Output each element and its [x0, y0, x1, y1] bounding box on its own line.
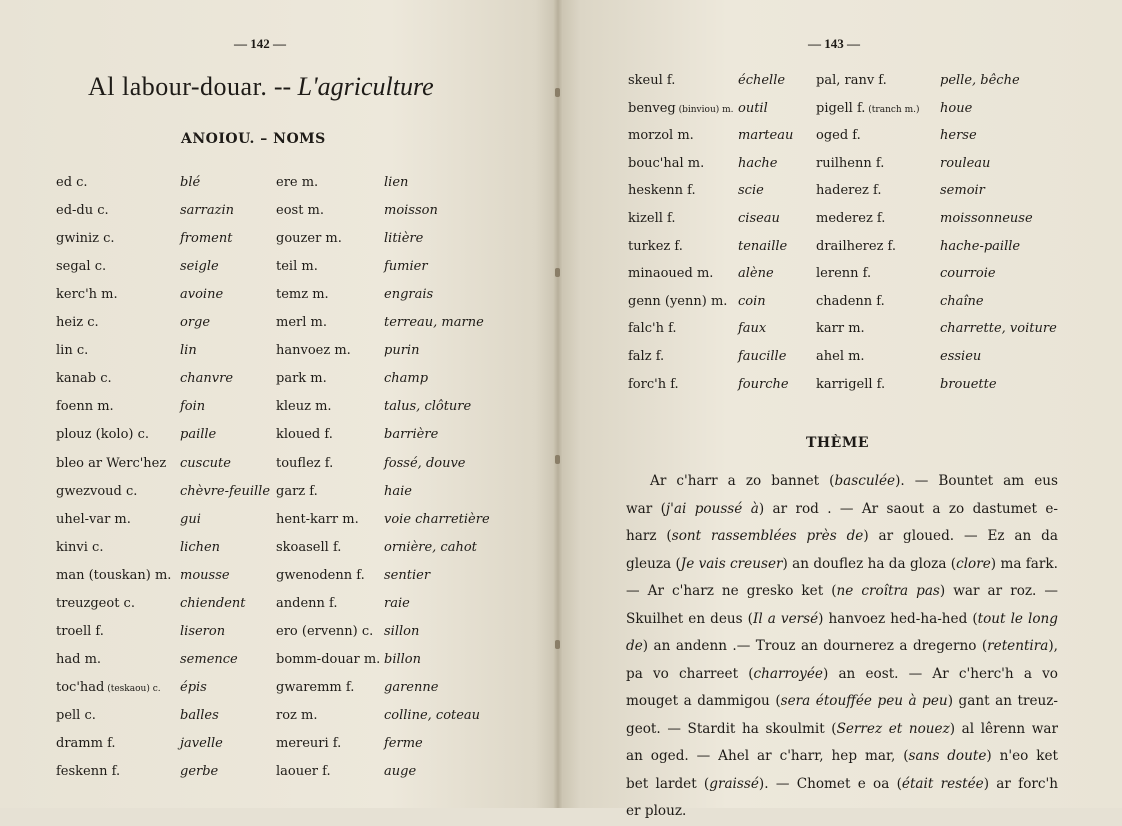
french-translation: avoine	[180, 287, 224, 303]
breton-term: skeul f.	[628, 73, 676, 88]
breton-term: hent-karr m.	[276, 511, 359, 527]
breton-term: kerc'h m.	[56, 287, 118, 303]
theme-breton-text: harz (	[626, 528, 672, 544]
breton-term: chadenn f.	[816, 293, 885, 309]
theme-line	[626, 688, 1058, 716]
breton-term: ed-du c.	[56, 203, 109, 219]
breton-term: ruilhenn f.	[816, 155, 885, 171]
french-translation: seigle	[180, 259, 219, 275]
theme-french-gloss: sont rassemblées près de	[671, 528, 864, 544]
theme-line	[626, 716, 1058, 744]
theme-french-gloss: ne croîtra pas	[836, 583, 940, 599]
theme-french-gloss: Je vais creuser	[680, 555, 783, 572]
french-translation: alène	[738, 266, 774, 282]
theme-breton-text: Skuilhet en deus (	[626, 610, 753, 627]
french-translation: colline, coteau	[384, 707, 481, 723]
french-translation: chiendent	[180, 595, 246, 611]
french-translation: billon	[384, 651, 421, 667]
breton-term: bomm-douar m.	[276, 651, 381, 667]
french-translation: lien	[384, 175, 409, 190]
binding-stitch	[555, 640, 560, 649]
french-translation: terreau, marne	[384, 315, 484, 331]
theme-french-gloss: tout le long	[977, 610, 1058, 627]
theme-breton-text: ). — Bountet am eus	[895, 473, 1058, 489]
binding-stitch	[555, 88, 560, 97]
french-translation: moissonneuse	[940, 211, 1033, 226]
french-translation: garenne	[384, 679, 439, 695]
breton-term: teil m.	[276, 259, 318, 275]
theme-breton-text: ) an andenn .— Trouz an dournerez a dregerno (	[642, 638, 988, 654]
breton-term: heskenn f.	[628, 183, 696, 199]
nouns-subheading: ANOIOU. – NOMS	[181, 131, 326, 147]
breton-term: toc'had (teskaou) c.	[56, 679, 161, 695]
theme-french-gloss: graissé	[709, 775, 759, 792]
breton-term: gwaremm f.	[276, 679, 355, 695]
breton-term: kanab c.	[56, 371, 112, 387]
french-translation: champ	[384, 371, 429, 387]
breton-term: ed c.	[56, 175, 88, 190]
theme-french-gloss: basculée	[834, 473, 896, 489]
breton-term: bouc'hal m.	[628, 155, 705, 171]
theme-line	[626, 661, 1058, 689]
breton-term: eost m.	[276, 203, 325, 219]
plural-note: (tranch m.)	[865, 104, 920, 115]
french-translation: engrais	[384, 287, 434, 303]
theme-breton-text: war (	[626, 500, 666, 517]
breton-term: benveg (binviou) m.	[628, 100, 734, 116]
french-translation: froment	[180, 231, 233, 247]
french-translation: fumier	[384, 259, 428, 275]
theme-breton-text: gleuza (	[626, 555, 681, 572]
theme-breton-text: geot. — Stardit ha skoulmit (	[626, 720, 837, 737]
french-translation: hache-paille	[940, 238, 1021, 254]
french-translation: purin	[384, 343, 420, 359]
theme-breton-text: er plouz.	[626, 803, 687, 819]
theme-breton-text: ) ma fark.	[990, 555, 1058, 572]
theme-french-gloss: retentira	[987, 638, 1049, 654]
theme-breton-text: mouget a dammigou (	[626, 693, 781, 709]
breton-term: drailherez f.	[816, 238, 897, 254]
breton-term: temz m.	[276, 287, 329, 303]
theme-line	[626, 606, 1058, 634]
breton-term: laouer f.	[276, 764, 331, 780]
title-separator: --	[273, 72, 292, 101]
french-translation: fourche	[738, 376, 789, 392]
breton-term: pell c.	[56, 707, 96, 723]
french-translation: lin	[180, 343, 197, 359]
french-translation: ferme	[384, 736, 423, 751]
french-translation: semence	[180, 651, 238, 667]
breton-term: man (touskan) m.	[56, 567, 172, 583]
theme-breton-text: pa vo charreet (	[626, 665, 754, 682]
breton-term: andenn f.	[276, 595, 338, 611]
breton-term: pal, ranv f.	[816, 73, 887, 88]
french-translation: liseron	[180, 623, 226, 639]
binding-stitch	[555, 268, 560, 277]
theme-line	[626, 743, 1058, 771]
breton-term: forc'h f.	[628, 376, 679, 392]
theme-french-gloss: Il a versé	[753, 610, 819, 627]
french-translation: hache	[738, 155, 778, 171]
theme-breton-text: ) n'eo ket	[986, 748, 1059, 764]
breton-term: plouz (kolo) c.	[56, 427, 150, 443]
french-translation: gerbe	[180, 764, 219, 780]
breton-term: kizell f.	[628, 211, 676, 226]
breton-term: pigell f. (tranch m.)	[816, 100, 920, 116]
breton-term: bleo ar Werc'hez	[56, 455, 167, 471]
theme-french-gloss: de	[626, 638, 643, 654]
french-translation: gui	[180, 511, 201, 527]
french-translation: courroie	[940, 266, 996, 282]
theme-breton-text: ) al lêrenn war	[949, 720, 1058, 737]
french-translation: chaîne	[940, 293, 984, 309]
breton-term: kinvi c.	[56, 539, 104, 555]
french-translation: outil	[738, 100, 768, 116]
theme-breton-text: ) an eost. — Ar c'herc'h a vo	[822, 665, 1058, 682]
french-translation: talus, clôture	[384, 399, 472, 415]
breton-term: heiz c.	[56, 315, 99, 331]
french-translation: ornière, cahot	[384, 539, 477, 555]
breton-term: gwenodenn f.	[276, 567, 365, 583]
french-translation: foin	[180, 399, 206, 415]
left-page-number: — 142 —	[234, 36, 286, 51]
theme-french-gloss: sans doute	[908, 748, 987, 764]
theme-breton-text: ). — Chomet e oa (	[758, 775, 902, 792]
french-translation: moisson	[384, 203, 438, 219]
french-translation: voie charretière	[384, 511, 490, 527]
breton-term: ahel m.	[816, 349, 865, 364]
breton-term: gouzer m.	[276, 231, 342, 247]
theme-french-gloss: j'ai poussé à	[665, 500, 759, 517]
french-translation: charrette, voiture	[940, 321, 1057, 337]
theme-breton-text: ) hanvoez hed-ha-hed (	[818, 610, 978, 627]
theme-breton-text: bet lardet (	[626, 775, 710, 792]
theme-line	[626, 798, 1058, 826]
breton-term: ere m.	[276, 175, 319, 190]
french-translation: faux	[738, 321, 767, 337]
breton-term: uhel-var m.	[56, 511, 131, 527]
theme-breton-text: — Ar c'harz ne gresko ket (	[626, 583, 837, 599]
breton-term: park m.	[276, 371, 327, 387]
french-translation: tenaille	[738, 238, 788, 254]
right-page	[558, 0, 1122, 819]
breton-term: had m.	[56, 651, 102, 667]
theme-french-gloss: charroyée	[753, 665, 823, 682]
breton-term: feskenn f.	[56, 764, 121, 780]
breton-term: hanvoez m.	[276, 343, 351, 359]
breton-term: gwiniz c.	[56, 231, 115, 247]
theme-line	[626, 771, 1058, 799]
french-translation: échelle	[738, 73, 786, 88]
french-translation: essieu	[940, 349, 982, 364]
french-translation: chanvre	[180, 371, 234, 387]
title-french: L'agriculture	[297, 72, 434, 101]
french-translation: brouette	[940, 376, 997, 392]
breton-term: haderez f.	[816, 183, 882, 199]
breton-term: garz f.	[276, 483, 318, 499]
french-translation: herse	[940, 128, 977, 144]
french-translation: auge	[384, 764, 417, 780]
breton-term: treuzgeot c.	[56, 595, 135, 611]
french-translation: sarrazin	[180, 203, 234, 219]
theme-french-gloss: clore	[956, 555, 991, 572]
french-translation: faucille	[738, 349, 787, 364]
theme-breton-text: ) ar rod . — Ar saout a zo dastumet e-	[758, 500, 1058, 517]
french-translation: ciseau	[738, 211, 780, 226]
french-translation: sillon	[384, 623, 420, 639]
theme-line	[626, 633, 1058, 661]
french-translation: sentier	[384, 567, 431, 583]
french-translation: barrière	[384, 427, 439, 443]
french-translation: orge	[180, 315, 211, 331]
french-translation: haie	[384, 483, 412, 499]
binding-stitch	[555, 455, 560, 464]
breton-term: lerenn f.	[816, 266, 872, 282]
breton-term: falz f.	[628, 349, 665, 364]
breton-term: oged f.	[816, 128, 861, 144]
right-page-number: — 143 —	[808, 36, 860, 51]
french-translation: mousse	[180, 567, 230, 583]
french-translation: fossé, douve	[384, 455, 466, 471]
theme-breton-text: ) an douflez ha da gloza (	[782, 555, 957, 572]
theme-french-gloss: sera étouffée peu à peu	[780, 693, 948, 709]
french-translation: scie	[738, 183, 764, 199]
french-translation: semoir	[940, 183, 985, 199]
book-gutter	[553, 0, 563, 808]
theme-breton-text: ) ar gloued. — Ez an da	[863, 528, 1058, 544]
theme-french-gloss: était restée	[901, 775, 984, 792]
theme-line	[626, 496, 1058, 524]
breton-term: foenn m.	[56, 399, 114, 415]
french-translation: paille	[180, 427, 217, 443]
chapter-title	[88, 72, 434, 102]
theme-line	[626, 551, 1058, 579]
theme-line	[626, 578, 1058, 606]
plural-note: (teskaou) c.	[104, 683, 161, 694]
breton-term: lin c.	[56, 343, 89, 359]
breton-term: turkez f.	[628, 238, 683, 254]
breton-term: troell f.	[56, 623, 104, 639]
french-translation: lichen	[180, 539, 221, 555]
theme-breton-text: ) ar forc'h	[983, 775, 1058, 792]
breton-term: kloued f.	[276, 427, 333, 443]
breton-term: morzol m.	[628, 128, 694, 144]
title-breton: Al labour-douar.	[88, 72, 268, 101]
french-translation: épis	[180, 679, 207, 695]
breton-term: karr m.	[816, 321, 865, 337]
breton-term: karrigell f.	[816, 376, 886, 392]
plural-note: (binviou) m.	[675, 104, 734, 115]
french-translation: raie	[384, 595, 410, 611]
breton-term: minaoued m.	[628, 266, 714, 282]
theme-breton-text: ),	[1048, 638, 1058, 654]
breton-term: dramm f.	[56, 736, 116, 751]
french-translation: litière	[384, 231, 424, 247]
theme-breton-text: ) gant an treuz-	[947, 693, 1058, 709]
breton-term: mederez f.	[816, 211, 886, 226]
theme-breton-text: Ar c'harr a zo bannet (	[650, 473, 835, 489]
theme-line	[626, 523, 1058, 551]
theme-breton-text: an oged. — Ahel ar c'harr, hep mar, (	[626, 748, 909, 764]
left-page	[0, 0, 558, 808]
french-translation: blé	[180, 175, 201, 190]
breton-term: ero (ervenn) c.	[276, 623, 374, 639]
breton-term: touflez f.	[276, 455, 334, 471]
breton-term: falc'h f.	[628, 321, 677, 337]
theme-line	[626, 468, 1058, 496]
breton-term: genn (yenn) m.	[628, 293, 728, 309]
breton-term: kleuz m.	[276, 399, 332, 415]
french-translation: rouleau	[940, 155, 991, 171]
breton-term: skoasell f.	[276, 539, 342, 555]
breton-term: gwezvoud c.	[56, 483, 138, 499]
french-translation: javelle	[180, 736, 223, 751]
french-translation: balles	[180, 707, 219, 723]
french-translation: pelle, bêche	[940, 73, 1020, 88]
french-translation: chèvre-feuille	[180, 483, 271, 499]
theme-paragraph	[626, 468, 1058, 826]
theme-french-gloss: Serrez et nouez	[836, 720, 950, 737]
breton-term: merl m.	[276, 315, 327, 331]
theme-heading: THÈME	[806, 435, 869, 451]
breton-term: roz m.	[276, 707, 318, 723]
french-translation: cuscute	[180, 455, 231, 471]
breton-term: mereuri f.	[276, 736, 342, 751]
theme-breton-text: ) war ar roz. —	[939, 583, 1058, 599]
french-translation: marteau	[738, 128, 794, 144]
french-translation: coin	[738, 293, 766, 309]
breton-term: segal c.	[56, 259, 107, 275]
french-translation: houe	[940, 100, 973, 116]
